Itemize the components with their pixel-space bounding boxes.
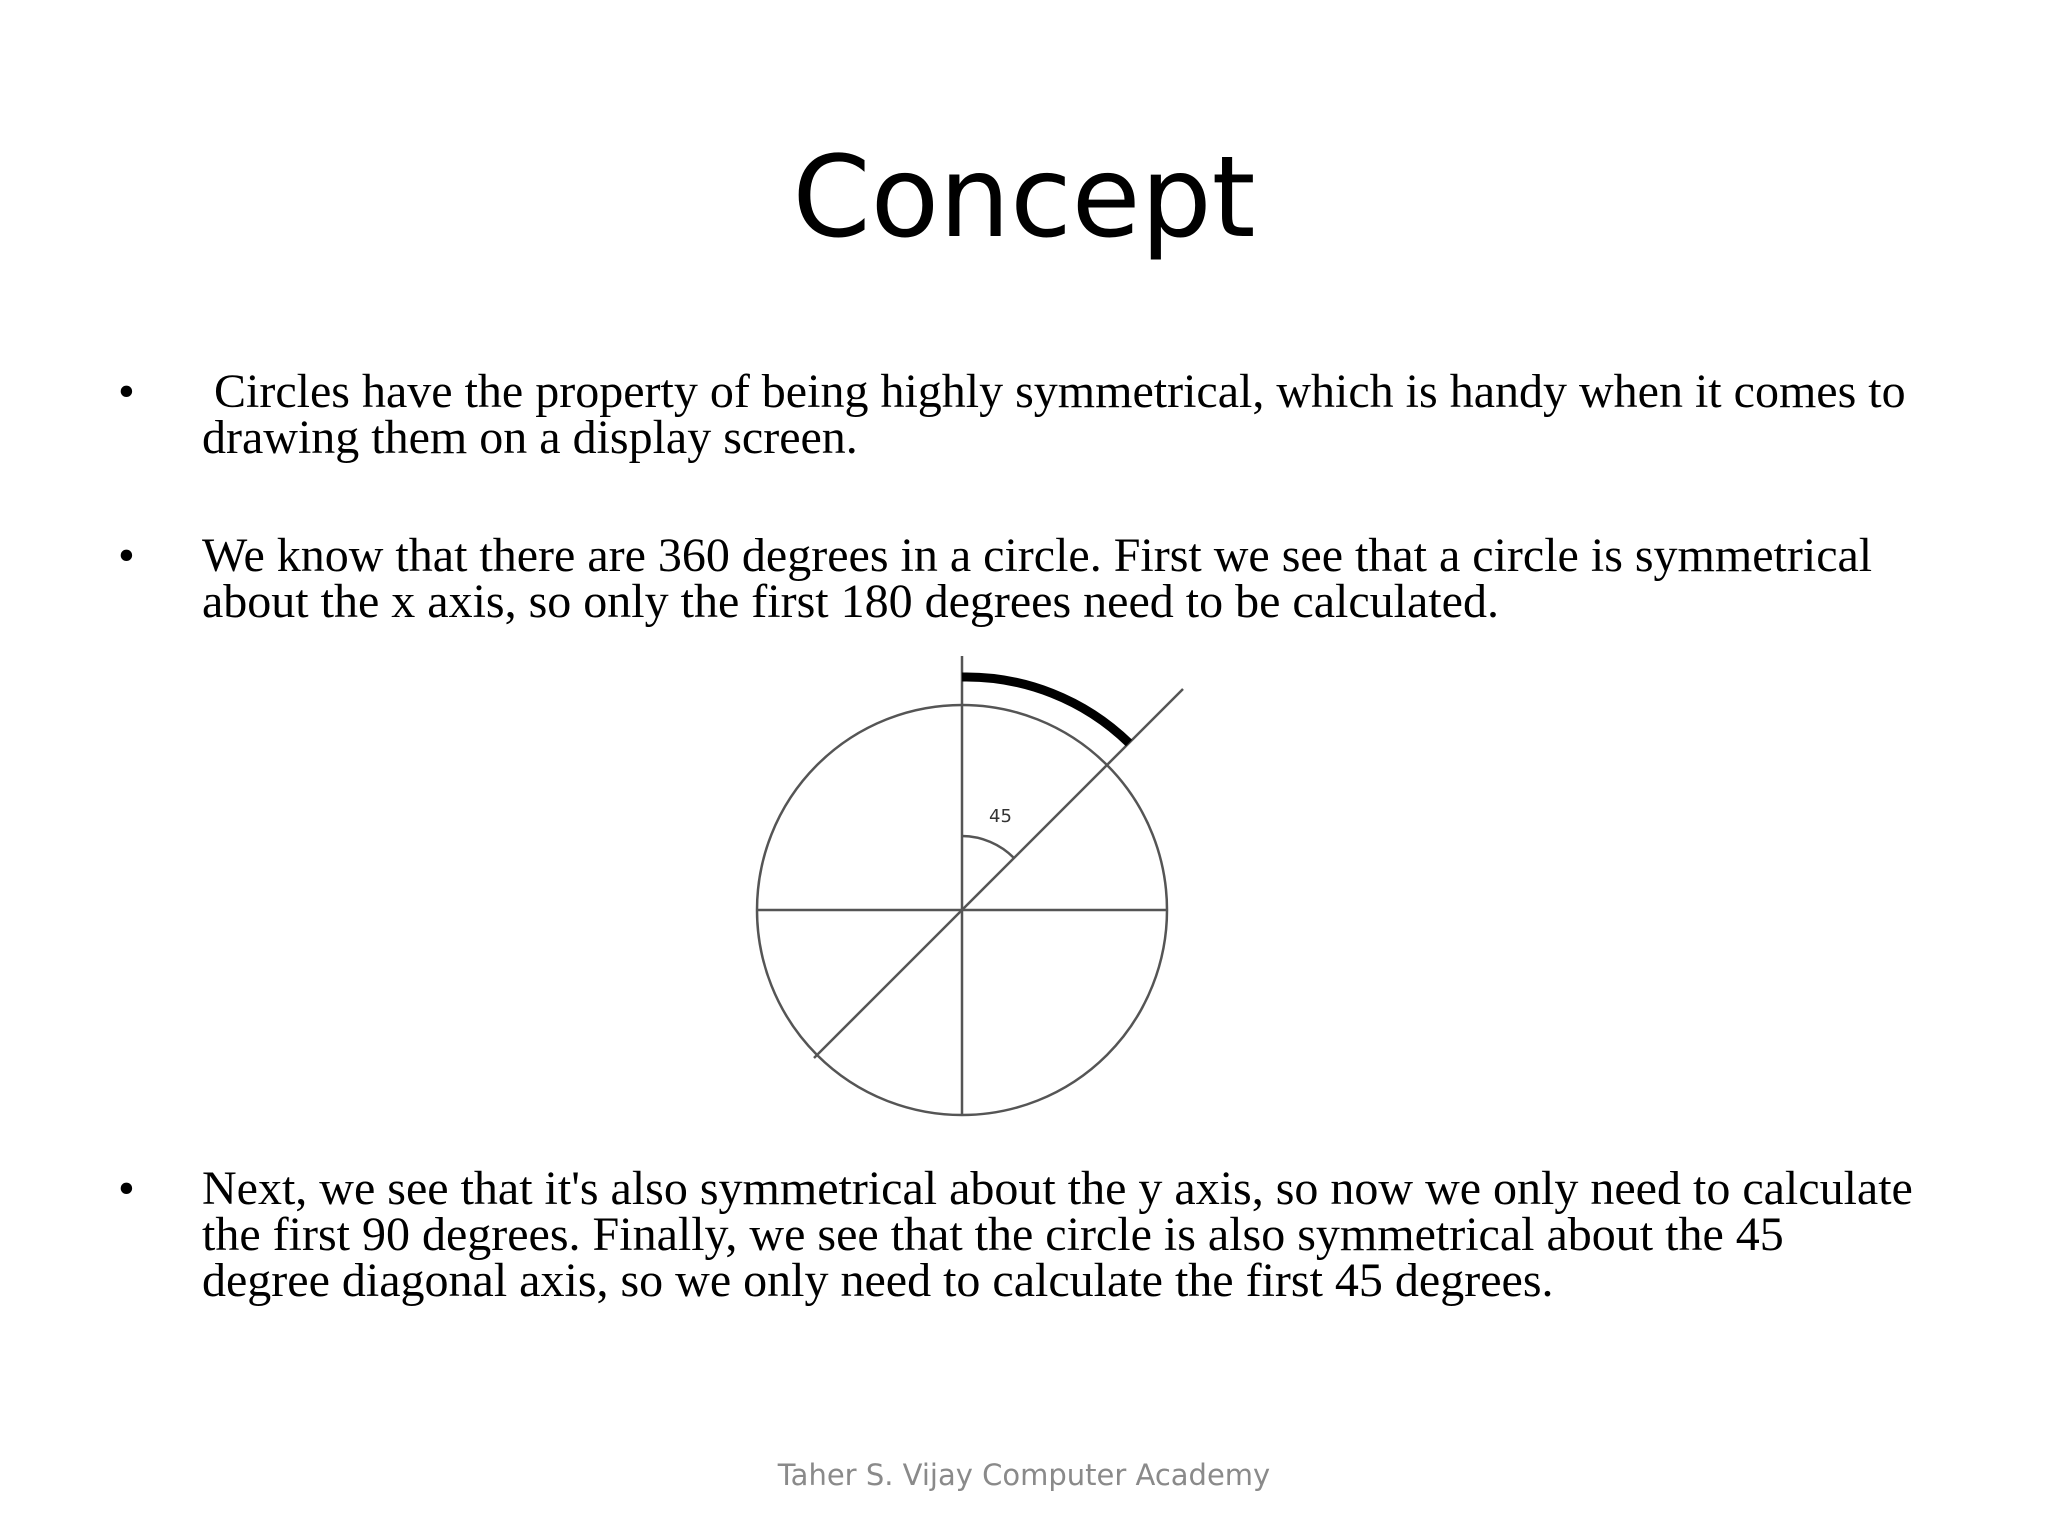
bullet-line: We know that there are 360 degrees in a circle. First we see that a circle is symmetrical xyxy=(202,529,1873,582)
bullet-line: about the x axis, so only the first 180 degrees need to be calculated. xyxy=(202,575,1499,628)
angle-label: 45 xyxy=(989,806,1012,827)
bullet-text xyxy=(202,1162,1982,1307)
bullet-marker: • xyxy=(118,365,135,418)
footer-text: Taher S. Vijay Computer Academy xyxy=(777,1458,1271,1492)
bullet-line: the first 90 degrees. Finally, we see that the circle is also symmetrical about the 45 xyxy=(202,1208,1784,1261)
bullet-line: degree diagonal axis, so we only need to calculate the first 45 degrees. xyxy=(202,1254,1554,1307)
bullet-line: Next, we see that it's also symmetrical about the y axis, so now we only need to calculate xyxy=(202,1162,1913,1215)
angle-arc xyxy=(962,836,1014,858)
bullet-line: Circles have the property of being highly symmetrical, which is handy when it comes to xyxy=(202,365,1906,418)
highlighted-arc xyxy=(962,677,1129,743)
bullet-line: drawing them on a display screen. xyxy=(202,411,858,464)
slide-title: Concept xyxy=(792,133,1256,263)
bullet-text xyxy=(202,529,1982,628)
bullet-marker: • xyxy=(118,529,135,582)
circle-symmetry-diagram xyxy=(740,650,1200,1130)
bullet-marker: • xyxy=(118,1162,135,1215)
bullet-text xyxy=(202,365,1982,464)
